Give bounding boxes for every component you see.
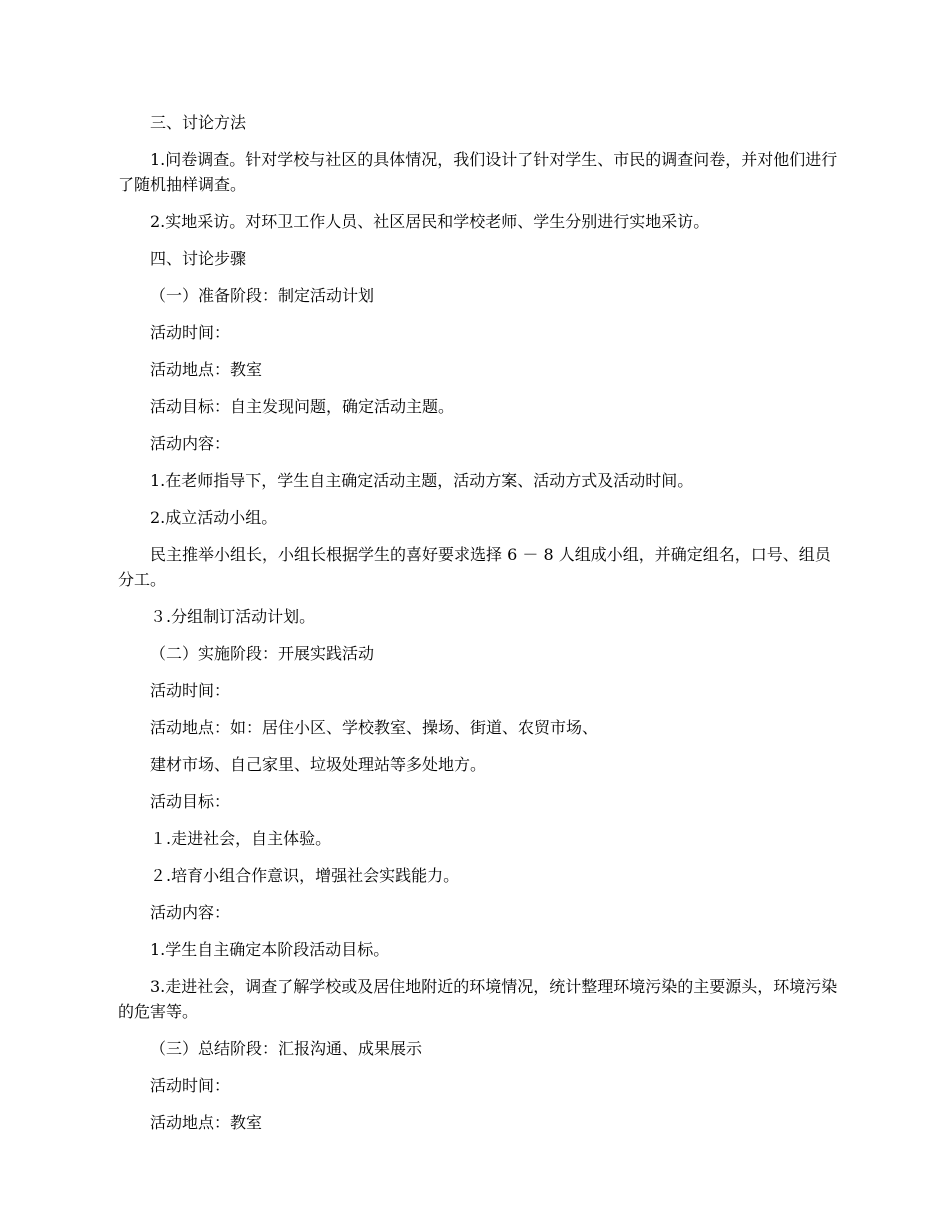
activity-location: 活动地点：教室 <box>150 360 263 379</box>
document-body <box>118 110 838 1147</box>
stage-heading-summary: （三）总结阶段：汇报沟通、成果展示 <box>150 1039 423 1058</box>
method-interview: 2.实地采访。对环卫工作人员、社区居民和学校老师、学生分别进行实地采访。 <box>150 212 710 231</box>
list-item: ２.培育小组合作意识，增强社会实践能力。 <box>150 866 460 885</box>
activity-location-continued: 建材市场、自己家里、垃圾处理站等多处地方。 <box>150 755 487 774</box>
activity-time: 活动时间： <box>150 681 231 700</box>
paragraph-group-leader: 民主推举小组长，小组长根据学生的喜好要求选择 6 － 8 人组成小组，并确定组名，口号、组员分工。 <box>118 545 831 589</box>
list-item: ３.分组制订活动计划。 <box>150 607 316 626</box>
activity-location: 活动地点：如：居住小区、学校教室、操场、街道、农贸市场、 <box>150 718 599 737</box>
list-item: １.走进社会，自主体验。 <box>150 829 332 848</box>
activity-content: 活动内容： <box>150 434 231 453</box>
activity-goal: 活动目标：自主发现问题，确定活动主题。 <box>150 397 455 416</box>
stage-heading-preparation: （一）准备阶段：制定活动计划 <box>150 286 375 305</box>
method-questionnaire: 1.问卷调查。针对学校与社区的具体情况，我们设计了针对学生、市民的调查问卷，并对他们进行了随机抽样调查。 <box>118 150 838 194</box>
list-item: 1.在老师指导下，学生自主确定活动主题，活动方案、活动方式及活动时间。 <box>150 471 694 490</box>
activity-goal: 活动目标： <box>150 792 231 811</box>
list-item: 1.学生自主确定本阶段活动目标。 <box>150 940 390 959</box>
stage-heading-implementation: （二）实施阶段：开展实践活动 <box>150 644 375 663</box>
list-item: 3.走进社会，调查了解学校或及居住地附近的环境情况，统计整理环境污染的主要源头，环境污染的危害等。 <box>118 977 838 1021</box>
section-heading-methods: 三、讨论方法 <box>150 113 247 132</box>
activity-time: 活动时间： <box>150 1076 231 1095</box>
activity-content: 活动内容： <box>150 903 231 922</box>
list-item: 2.成立活动小组。 <box>150 508 278 527</box>
activity-time: 活动时间： <box>150 323 231 342</box>
activity-location: 活动地点：教室 <box>150 1113 263 1132</box>
section-heading-steps: 四、讨论步骤 <box>150 249 247 268</box>
